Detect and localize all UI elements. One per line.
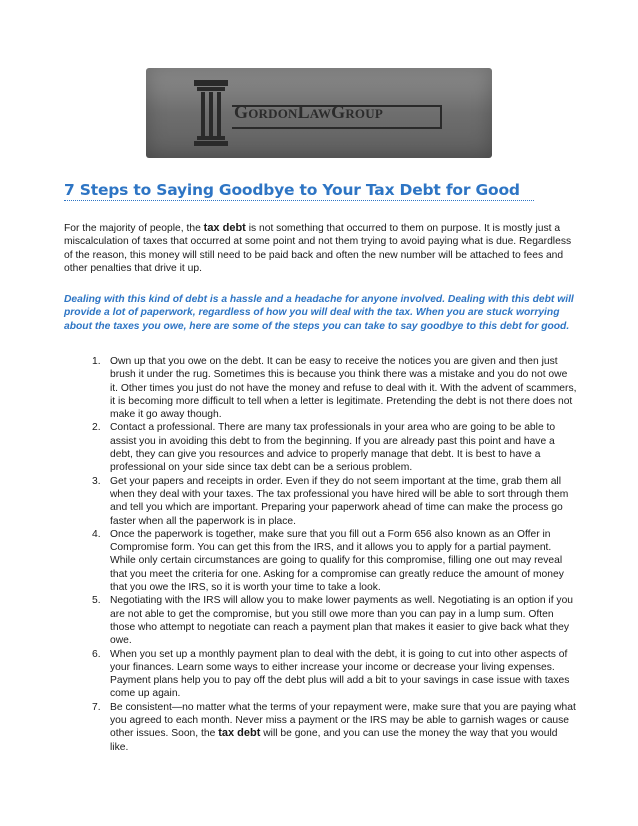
step-text: Get your papers and receipts in order. Even if they do not seem important at the time, grab them all when they deal with your taxes. The tax professional you have hired will be able to sort through them and tell you which are important. Preparing your paperwork ahead of time can make the process go faster when all the paperwork is in place. [110,475,569,527]
list-item [64,701,578,754]
step-bold-term: tax debt [218,727,261,740]
steps-list [64,355,578,754]
intro-bold-term: tax debt [203,222,246,234]
page-title: 7 Steps to Saying Goodbye to Your Tax Debt for Good [64,181,534,201]
step-number: 3. [92,475,101,487]
step-number: 6. [92,648,101,660]
step-text: When you set up a monthly payment plan to deal with the debt, it is going to cut into other aspects of your finances. Learn some ways to either increase your income or decrease your living expenses. Payment plans help you to pay off the debt plus will add a bit to your savings in case issue with taxes come up again. [110,648,570,700]
step-text-after: will be gone, and you can use the money the way that you would like. [110,728,558,753]
pillar-logo-icon [194,80,228,146]
intro-text-after: is not something that occurred to them on purpose. It is mostly just a miscalculation of taxes that occurred at some point and not them trying to avoid paying what is due. Regardless of the reason, this money will still need to be paid back and often the new number will be attached to fees and other penalties that drive it up. [64,223,572,274]
step-number: 1. [92,356,101,367]
intro-paragraph [64,222,578,275]
step-text-before: Be consistent—no matter what the terms of your repayment were, make sure that you are paying what you agreed to each month. Never miss a payment or the IRS may be able to garnish wages or cause other issues. Soon, the [110,701,576,740]
emphasis-paragraph: Dealing with this kind of debt is a hassle and a headache for anyone involved. Dealing with this debt will provide a lot of paperwork, regardless of how you will deal with the tax. When you are stuck worrying about the taxes you owe, here are some of the steps you can take to say goodbye to this debt for good. [64,294,574,332]
step-text: Contact a professional. There are many tax professionals in your area who are going to be able to assist you in avoiding this debt to from the beginning. If you are already past this point and have a debt, they can give you resources and advice to properly manage that debt. It is best to have a professional on your side since tax debt can be a serious problem. [110,422,556,474]
list-item [64,528,578,594]
intro-text-before: For the majority of people, the [64,223,204,234]
header-banner [146,68,492,158]
step-number: 2. [92,422,101,434]
list-item [64,355,578,421]
logo-text: GordonLawGroup [234,102,383,122]
list-item [64,594,578,647]
list-item [64,475,578,528]
step-number: 5. [92,595,101,607]
step-text: Own up that you owe on the debt. It can be easy to receive the notices you are given and then just brush it under the rug. Sometimes this is because you think there was a mistake and you do not owe it. Other times you just do not have the money and refuse to deal with it. With the advent of scammers, it is becoming more difficult to tell when a letter is legitimate. Pretending the debt is not there does not make it go away though. [110,356,577,421]
list-item [64,648,578,701]
step-number: 4. [92,528,101,540]
list-item [64,421,578,474]
step-number: 7. [92,701,101,713]
step-text: Once the paperwork is together, make sure that you fill out a Form 656 also known as an Offer in Compromise form. You can get this from the IRS, and it allows you to apply for a partial payment. While only certain circumstances are going to qualify for this compromise, filling one out may reveal that you meet the criteria for one. Asking for a compromise can greatly reduce the amount of money that you owe the IRS, so it is worth your time to take a look. [110,528,564,594]
step-text: Negotiating with the IRS will allow you to make lower payments as well. Negotiating is an option if you are not able to get the compromise, but you still owe more than you can pay in a lump sum. Often those who attempt to negotiate can reach a payment plan that makes it easier to give back what they owe. [110,595,574,647]
